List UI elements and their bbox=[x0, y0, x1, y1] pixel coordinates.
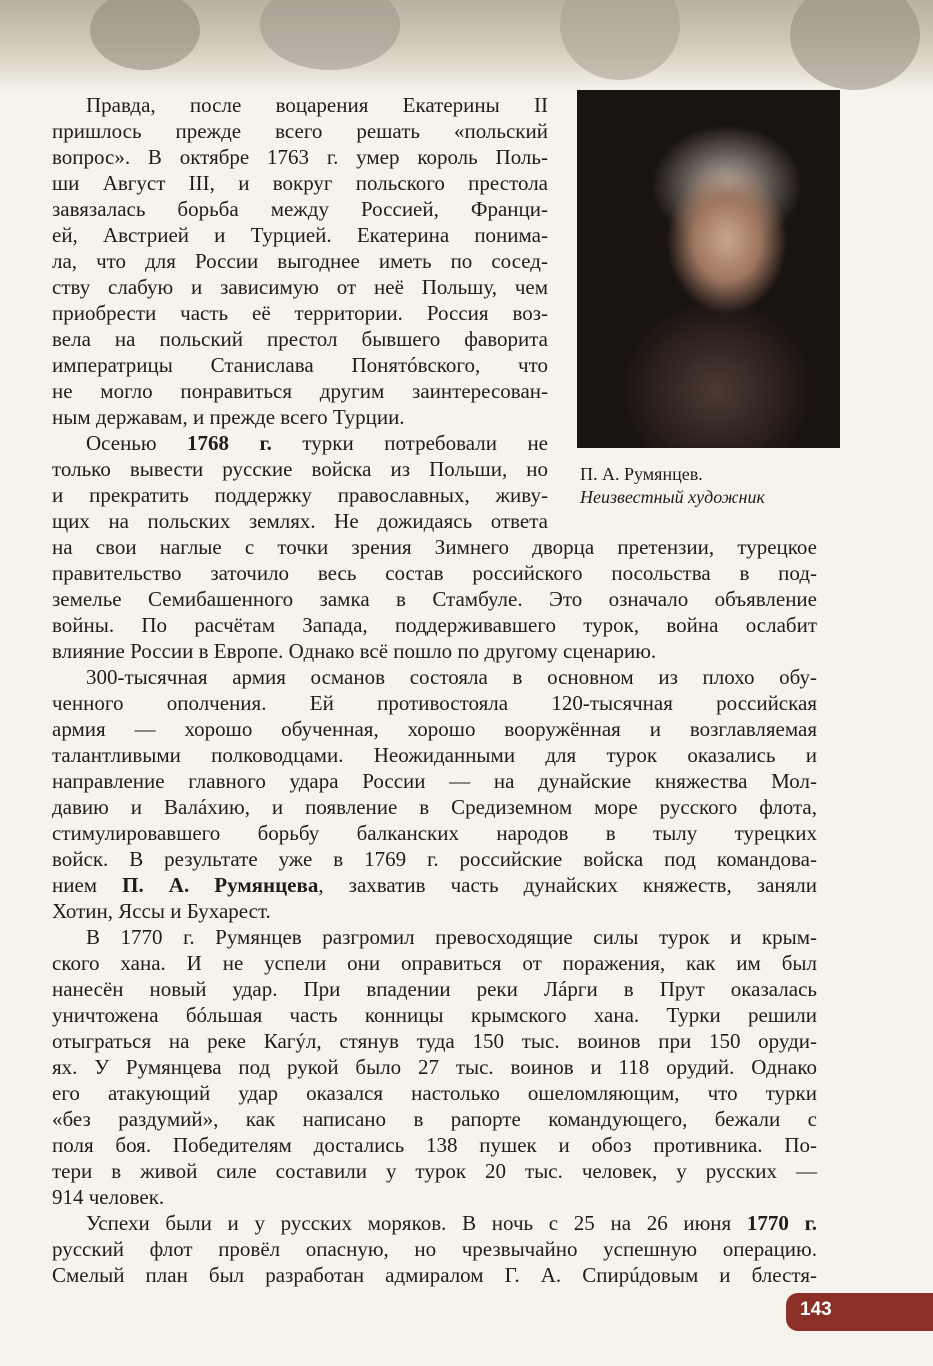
text-line: пришлось прежде всего решать «польский bbox=[52, 119, 548, 143]
text-line: тери в живой силе составили у турок 20 тыс. человек, у русских — bbox=[52, 1159, 817, 1183]
ornament-figure bbox=[260, 0, 400, 70]
text-line: талантливыми полководцами. Неожиданными для турок оказались и bbox=[52, 743, 817, 767]
date-highlight: 1768 г. bbox=[187, 431, 272, 455]
text-line: войск. В результате уже в 1769 г. российские войска под командова- bbox=[52, 847, 817, 871]
text-line: вопрос». В октябре 1763 г. умер король Поль- bbox=[52, 145, 548, 169]
text-line: армия — хорошо обученная, хорошо вооружённая и возглавляемая bbox=[52, 717, 817, 741]
text-run: Успехи были и у русских моряков. В ночь с 25 на 26 июня bbox=[86, 1211, 747, 1235]
text-line: приобрести часть её территории. Россия воз- bbox=[52, 301, 548, 325]
text-line: не могло понравиться другим заинтересован- bbox=[52, 379, 548, 403]
text-line: завязалась борьба между Россией, Франци- bbox=[52, 197, 548, 221]
name-highlight: П. А. Румянцева bbox=[122, 873, 319, 897]
text-line: ству слабую и зависимую от неё Польшу, чем bbox=[52, 275, 548, 299]
text-line: правительство заточило весь состав российского посольства в под- bbox=[52, 561, 817, 585]
text-line: ченного ополчения. Ей противостояла 120-тысячная российская bbox=[52, 691, 817, 715]
text-line: Хотин, Яссы и Бухарест. bbox=[52, 899, 271, 923]
text-line: 300-тысячная армия османов состояла в основном из плохо обу- bbox=[86, 665, 817, 689]
text-line bbox=[52, 872, 817, 898]
text-line: уничтожена бóльшая часть конницы крымского хана. Турки решили bbox=[52, 1003, 817, 1027]
header-decorative-band bbox=[0, 0, 933, 92]
caption-name: П. А. Румянцев. bbox=[580, 464, 703, 484]
text-line: В 1770 г. Румянцев разгромил превосходящие силы турок и крым- bbox=[86, 925, 817, 949]
text-line: направление главного удара России — на дунайские княжества Мол- bbox=[52, 769, 817, 793]
text-line: императрицы Станислава Понятóвского, что bbox=[52, 353, 548, 377]
text-line: его атакующий удар оказался настолько ошеломляющим, что турки bbox=[52, 1081, 817, 1105]
text-line: отыграться на реке Кагýл, стянув туда 150 тыс. воинов при 150 оруди- bbox=[52, 1029, 817, 1053]
ornament-coin bbox=[790, 0, 920, 90]
text-line: ши Август III, и вокруг польского престола bbox=[52, 171, 548, 195]
text-line: давию и Валáхию, и появление в Средиземном море русского флота, bbox=[52, 795, 817, 819]
text-line: земелье Семибашенного замка в Стамбуле. Это означало объявление bbox=[52, 587, 817, 611]
text-line: поля боя. Победителям достались 138 пушек и обоз противника. По- bbox=[52, 1133, 817, 1157]
text-line: стимулировавшего борьбу балканских народов в тылу турецких bbox=[52, 821, 817, 845]
text-run: турки потребовали не bbox=[271, 431, 548, 455]
text-line: только вывести русские войска из Польши, но bbox=[52, 457, 548, 481]
ornament-coin bbox=[560, 0, 680, 80]
text-line: ского хана. И не успели они оправиться от поражения, как им был bbox=[52, 951, 817, 975]
text-line: 914 человек. bbox=[52, 1185, 165, 1209]
text-line: ях. У Румянцева под рукой было 27 тыс. воинов и 118 орудий. Однако bbox=[52, 1055, 817, 1079]
text-line: русский флот провёл опасную, но чрезвычайно успешную операцию. bbox=[52, 1237, 817, 1261]
portrait-image bbox=[577, 90, 840, 448]
text-line: «без раздумий», как написано в рапорте командующего, бежали с bbox=[52, 1107, 817, 1131]
text-line bbox=[52, 1210, 817, 1236]
text-line: ла, что для России выгоднее иметь по сосед- bbox=[52, 249, 548, 273]
ornament-figure bbox=[90, 0, 200, 70]
text-line: войны. По расчётам Запада, поддерживавшего турок, война ослабит bbox=[52, 613, 817, 637]
caption-artist: Неизвестный художник bbox=[580, 487, 765, 507]
portrait-caption bbox=[580, 463, 910, 509]
text-line: вела на польский престол бывшего фаворита bbox=[52, 327, 548, 351]
page-number: 143 bbox=[800, 1299, 832, 1320]
text-line: нанесён новый удар. При впадении реки Лáрги в Прут оказалась bbox=[52, 977, 817, 1001]
text-line: ным державам, и прежде всего Турции. bbox=[52, 405, 405, 429]
text-line bbox=[52, 430, 548, 456]
text-run: нием bbox=[52, 873, 123, 897]
text-run: , захватив часть дунайских княжеств, заняли bbox=[318, 873, 818, 897]
text-line: на свои наглые с точки зрения Зимнего дворца претензии, турецкое bbox=[52, 535, 817, 559]
text-line: Правда, после воцарения Екатерины II bbox=[86, 93, 548, 117]
date-highlight: 1770 г. bbox=[746, 1211, 817, 1235]
text-line: ей, Австрией и Турцией. Екатерина понима- bbox=[52, 223, 548, 247]
text-line: и прекратить поддержку православных, живу- bbox=[52, 483, 548, 507]
text-line: щих на польских землях. Не дожидаясь ответа bbox=[52, 509, 548, 533]
text-run: Осенью bbox=[86, 431, 188, 455]
text-line: влияние России в Европе. Однако всё пошло по другому сценарию. bbox=[52, 639, 657, 663]
text-line: Смелый план был разработан адмиралом Г. А. Спирúдовым и блестя- bbox=[52, 1263, 817, 1287]
